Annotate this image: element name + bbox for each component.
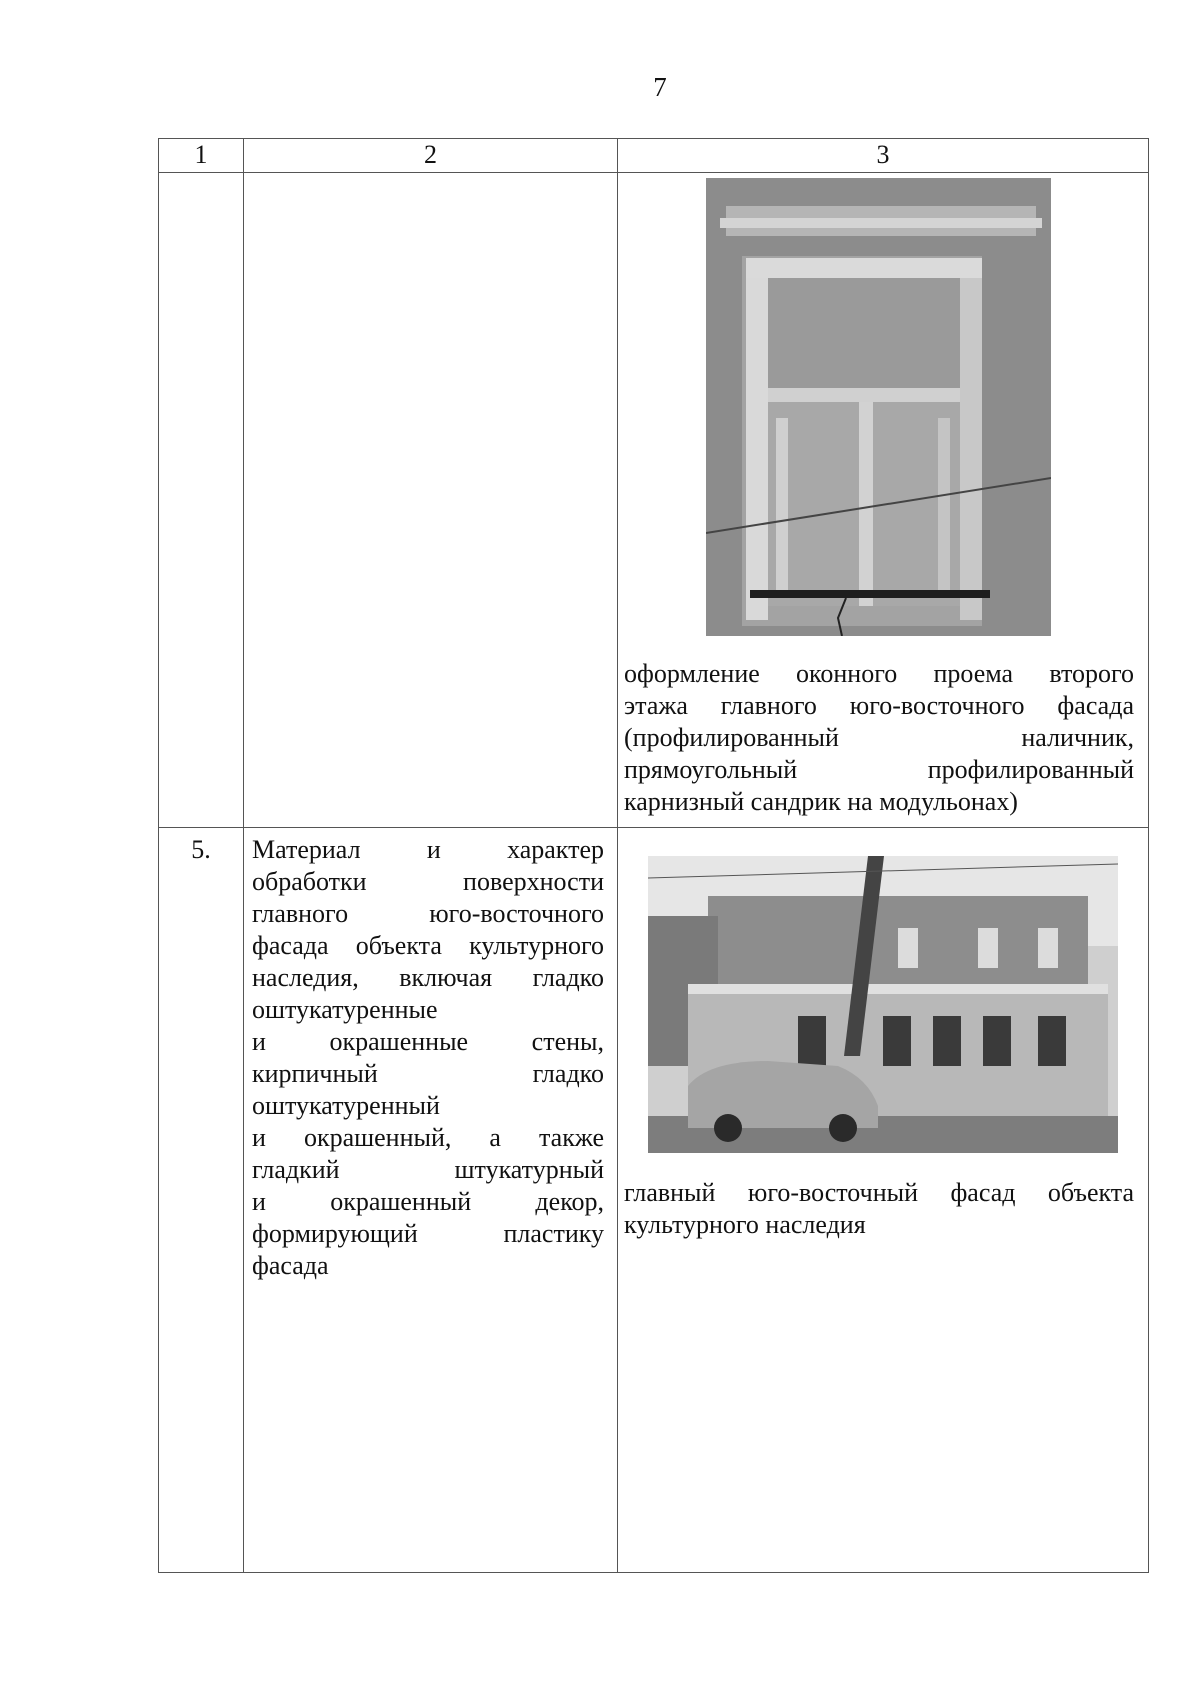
- row-number: 5.: [159, 828, 244, 1573]
- row-description: [244, 828, 618, 1573]
- empty-description-cell: [244, 173, 618, 828]
- description-line: гладкий штукатурный: [252, 1155, 604, 1184]
- description-line: оштукатуренные: [252, 995, 438, 1024]
- caption-line: этажа главного юго-восточного фасада: [624, 691, 1134, 720]
- header-col-1: 1: [159, 139, 244, 173]
- description-line: обработки поверхности: [252, 867, 604, 896]
- table-row-5: [159, 828, 1149, 1573]
- description-line: фасада объекта культурного: [252, 931, 604, 960]
- caption-line: (профилированный наличник,: [624, 723, 1134, 752]
- description-line: оштукатуренный: [252, 1091, 440, 1120]
- facade-photo: [618, 828, 1148, 1153]
- table-header-row: [159, 139, 1149, 173]
- description-line: фасада: [252, 1251, 329, 1280]
- caption-line: культурного наследия: [624, 1210, 866, 1239]
- description-line: формирующий пластику: [252, 1219, 604, 1248]
- header-col-2: 2: [244, 139, 618, 173]
- window-photo: [618, 173, 1148, 636]
- description-line: и окрашенный декор,: [252, 1187, 604, 1216]
- description-line: наследия, включая гладко: [252, 963, 604, 992]
- facade-photo-cell: [618, 828, 1149, 1573]
- empty-number-cell: [159, 173, 244, 828]
- description-line: и окрашенные стены,: [252, 1027, 604, 1056]
- facade-photo-caption: [618, 1177, 1148, 1241]
- window-photo-image: [706, 178, 1051, 636]
- header-col-3: 3: [618, 139, 1149, 173]
- description-line: кирпичный гладко: [252, 1059, 604, 1088]
- description-line: и окрашенный, а также: [252, 1123, 604, 1152]
- description-line: Материал и характер: [252, 835, 604, 864]
- facade-photo-image: [648, 856, 1118, 1153]
- caption-line: прямоугольный профилированный: [624, 755, 1134, 784]
- page-number: 7: [653, 72, 667, 102]
- table-row-continuation: [159, 173, 1149, 828]
- caption-line: оформление оконного проема второго: [624, 659, 1134, 688]
- caption-line: карнизный сандрик на модульонах): [624, 787, 1018, 816]
- description-line: главного юго-восточного: [252, 899, 604, 928]
- window-photo-cell: [618, 173, 1149, 828]
- caption-line: главный юго-восточный фасад объекта: [624, 1178, 1134, 1207]
- window-photo-caption: [618, 658, 1148, 818]
- monument-elements-table: [158, 138, 1149, 1573]
